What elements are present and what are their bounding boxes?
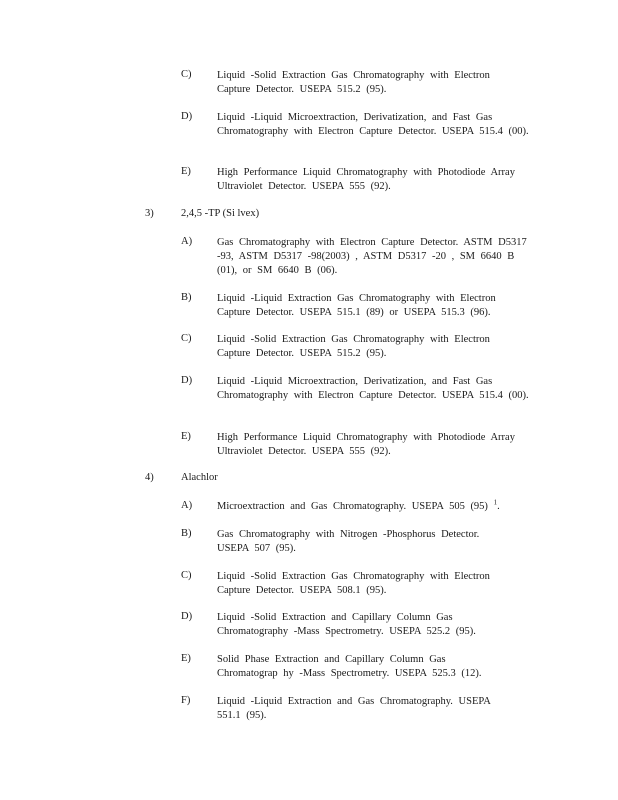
item-text: Liquid -Liquid Microextraction, Derivatization, and Fast Gas Chromatography with Electron Capture Detector. USEPA 515.4 (00). <box>217 376 529 401</box>
item-letter: D) <box>181 375 193 386</box>
item-letter: C) <box>181 333 192 344</box>
item-text: Gas Chromatography with Electron Capture Detector. ASTM D5317 -93, ASTM D5317 -98(2003) , ASTM D5317 -20 , SM 6640 B (01), or SM 6640 B (06). <box>217 237 527 276</box>
item-text: Liquid -Liquid Extraction Gas Chromatography with Electron Capture Detector. USEPA 515.1 (89) or USEPA 515.3 (96). <box>217 293 496 318</box>
item-letter: C) <box>181 570 192 581</box>
section-title: Alachlor <box>181 472 218 483</box>
footnote-marker: 1 <box>493 498 498 507</box>
item-letter: B) <box>181 528 192 539</box>
item-text-end: . <box>497 501 500 512</box>
item-text <box>217 500 537 514</box>
item-letter: B) <box>181 292 192 303</box>
item-text: Liquid -Liquid Extraction and Gas Chromatography. USEPA 551.1 (95). <box>217 696 491 721</box>
item-text: Gas Chromatography with Nitrogen -Phosphorus Detector. USEPA 507 (95). <box>217 529 480 554</box>
item-text-main: Microextraction and Gas Chromatography. USEPA 505 (95) <box>217 501 488 512</box>
section-title: 2,4,5 -TP (Si lvex) <box>181 208 260 219</box>
item-letter: E) <box>181 166 191 177</box>
item-letter: E) <box>181 653 191 664</box>
section-number: 4) <box>145 472 154 483</box>
item-letter: C) <box>181 69 192 80</box>
item-text: Liquid -Solid Extraction Gas Chromatography with Electron Capture Detector. USEPA 515.2 (95). <box>217 334 490 359</box>
item-text: High Performance Liquid Chromatography with Photodiode Array Ultraviolet Detector. USEPA 555 (92). <box>217 167 515 192</box>
item-letter: E) <box>181 431 191 442</box>
item-letter: F) <box>181 695 191 706</box>
item-letter: A) <box>181 500 193 511</box>
item-text: High Performance Liquid Chromatography with Photodiode Array Ultraviolet Detector. USEPA 555 (92). <box>217 432 515 457</box>
item-text: Solid Phase Extraction and Capillary Column Gas Chromatograp hy -Mass Spectrometry. USEPA 525.3 (12). <box>217 654 482 679</box>
item-text: Liquid -Solid Extraction Gas Chromatography with Electron Capture Detector. USEPA 515.2 (95). <box>217 70 490 95</box>
item-text: Liquid -Liquid Microextraction, Derivatization, and Fast Gas Chromatography with Electron Capture Detector. USEPA 515.4 (00). <box>217 112 529 137</box>
item-letter: A) <box>181 236 193 247</box>
item-letter: D) <box>181 611 193 622</box>
item-text: Liquid -Solid Extraction and Capillary Column Gas Chromatography -Mass Spectrometry. USEPA 525.2 (95). <box>217 612 476 637</box>
item-letter: D) <box>181 111 193 122</box>
item-text: Liquid -Solid Extraction Gas Chromatography with Electron Capture Detector. USEPA 508.1 (95). <box>217 571 490 596</box>
section-number: 3) <box>145 208 154 219</box>
